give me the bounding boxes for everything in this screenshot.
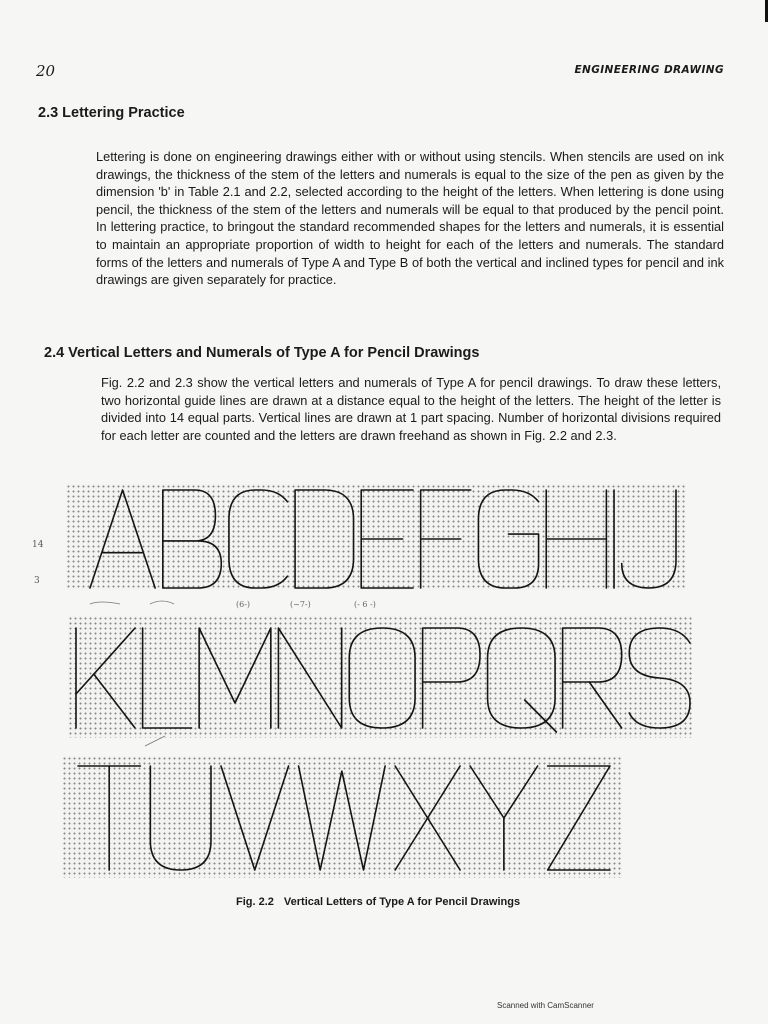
letter-J — [622, 490, 676, 588]
letter-F — [421, 490, 471, 588]
section-2-3-heading: 2.3 Lettering Practice — [38, 105, 185, 121]
letter-C — [229, 490, 287, 588]
letter-N — [278, 628, 341, 728]
letter-W — [299, 766, 386, 870]
running-head: ENGINEERING DRAWING — [574, 64, 724, 76]
section-2-3-paragraph: Lettering is done on engineering drawings either with or without using stencils. When stencils are used on ink drawings, the thickness of the stem of the letters and numerals is equal to the size of the pen as given by the dimension 'b' in Table 2.1 and 2.2, selected according to the height of the letters. When lettering is done using pencil, the thickness of the stem of the letters and numerals will be equal to that produced by the pencil point. In lettering practice, to bringout the standard recommended shapes for the letters and numerals, it is essential to maintain an appropriate proportion of width to height for each of the letters and numerals. The standard forms of the letters and numerals of Type A and Type B of both the vertical and inclined types for pencil and ink drawings are given separately for practice. — [96, 149, 724, 288]
letter-H — [546, 490, 606, 588]
note-width-2: (~7-) — [290, 600, 311, 609]
letter-O — [349, 628, 415, 728]
note-width-3: (- 6 -) — [354, 600, 376, 609]
section-2-4-paragraph: Fig. 2.2 and 2.3 show the vertical letters and numerals of Type A for pencil drawings. To draw these letters, two horizontal guide lines are drawn at a distance equal to the height of the letters. The height of the letter is divided into 14 equal parts. Vertical lines are drawn at 1 part spacing. Number of horizontal divisions required for each letter are counted and the letters are drawn freehand as shown in Fig. 2.2 and 2.3. — [101, 375, 721, 443]
letter-Z — [548, 766, 610, 870]
page-number: 20 — [36, 62, 56, 80]
letter-V — [221, 766, 289, 870]
letter-K — [76, 628, 135, 728]
letter-E — [361, 490, 413, 588]
letter-A — [90, 490, 155, 588]
caption-text: Vertical Letters of Type A for Pencil Drawings — [283, 896, 521, 908]
margin-note-2: 3 — [34, 576, 40, 586]
letter-X — [395, 766, 460, 870]
letter-B — [163, 490, 221, 588]
margin-note-1: 14 — [32, 540, 44, 550]
note-width-1: (6-) — [236, 600, 251, 609]
figure-caption — [236, 896, 520, 908]
letter-P — [423, 628, 480, 728]
letter-T — [78, 766, 140, 870]
section-2-4-heading: 2.4 Vertical Letters and Numerals of Type A for Pencil Drawings — [44, 345, 480, 361]
letter-D — [295, 490, 353, 588]
letter-Q — [488, 628, 557, 732]
letter-Y — [470, 766, 538, 870]
letter-R — [563, 628, 622, 728]
letter-M — [199, 628, 271, 728]
scan-watermark: Scanned with CamScanner — [497, 1001, 594, 1010]
letter-G — [478, 490, 538, 588]
caption-number: Fig. 2.2 — [236, 896, 274, 908]
letter-L — [143, 628, 192, 728]
letter-U — [150, 766, 211, 870]
letter-S — [629, 628, 690, 728]
